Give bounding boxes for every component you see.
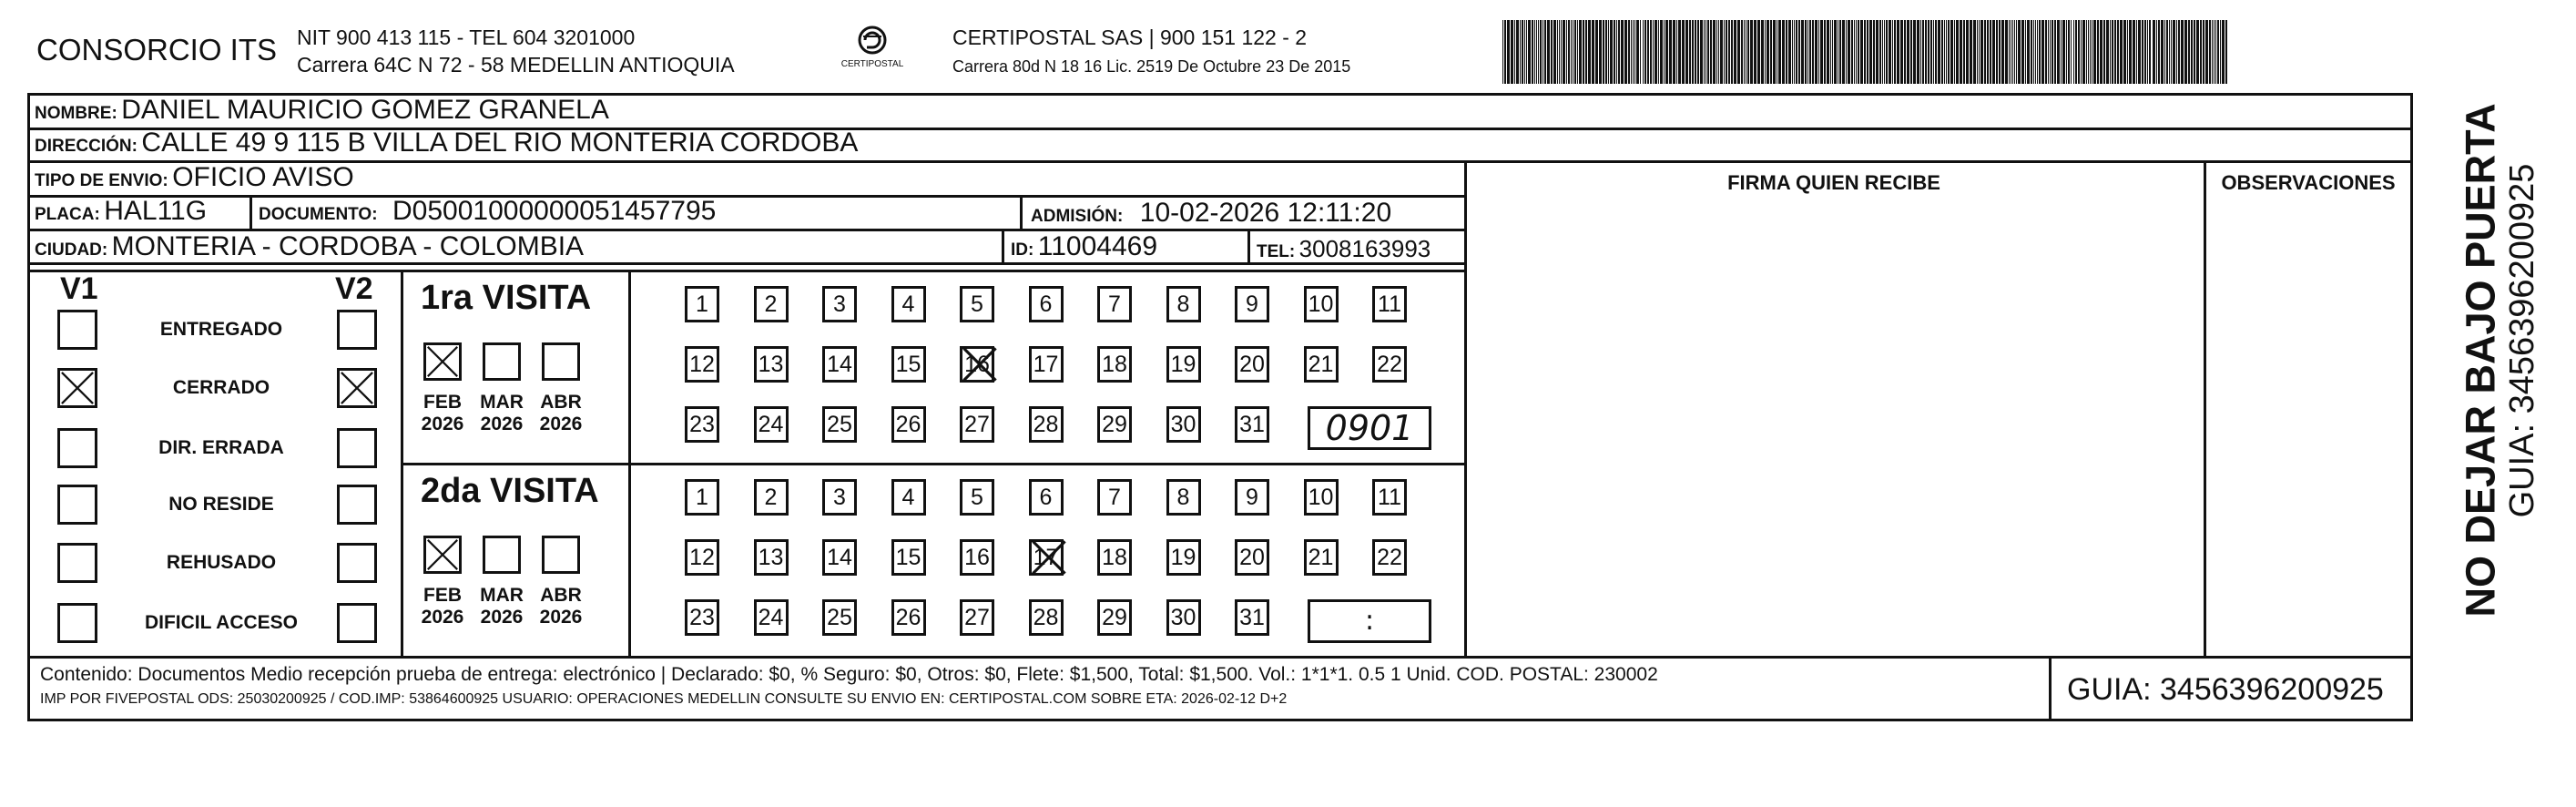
day-cell[interactable] xyxy=(891,406,926,443)
day-cell[interactable] xyxy=(1029,286,1064,322)
day-number: 6 xyxy=(1039,291,1053,317)
admision-label: ADMISIÓN: xyxy=(1031,207,1124,226)
day-number: 7 xyxy=(1108,485,1121,510)
visit-title: 1ra VISITA xyxy=(421,279,592,317)
day-cell[interactable] xyxy=(1235,406,1269,443)
month-checkbox[interactable] xyxy=(423,536,462,574)
day-number: 8 xyxy=(1176,291,1190,317)
month-year: 2026 xyxy=(539,607,583,628)
day-cell[interactable] xyxy=(891,346,926,383)
day-cell[interactable] xyxy=(1304,539,1339,576)
day-number: 19 xyxy=(1170,545,1196,570)
day-cell[interactable] xyxy=(960,406,994,443)
month-checkbox[interactable] xyxy=(423,342,462,381)
day-cell[interactable] xyxy=(1097,599,1132,636)
day-number: 3 xyxy=(833,485,846,510)
v2-checkbox[interactable] xyxy=(337,543,377,583)
placa-label: PLACA: xyxy=(35,205,100,224)
day-cell[interactable] xyxy=(822,479,857,516)
day-cell[interactable] xyxy=(1304,479,1339,516)
day-number: 12 xyxy=(689,545,715,570)
status-label: CERRADO xyxy=(172,377,270,398)
day-number: 7 xyxy=(1108,291,1121,317)
day-cell[interactable] xyxy=(960,539,994,576)
observaciones-header: OBSERVACIONES xyxy=(2221,171,2396,194)
day-cell[interactable] xyxy=(685,286,719,322)
visit-title: 2da VISITA xyxy=(421,472,599,510)
day-number: 30 xyxy=(1170,605,1196,630)
month-name: MAR xyxy=(480,392,524,413)
nombre-label: NOMBRE: xyxy=(35,104,117,123)
v2-checkbox[interactable] xyxy=(337,428,377,468)
day-cell[interactable] xyxy=(1166,599,1201,636)
day-cell[interactable] xyxy=(822,599,857,636)
day-number: 22 xyxy=(1377,352,1402,377)
day-cell[interactable] xyxy=(685,539,719,576)
day-cell[interactable] xyxy=(822,346,857,383)
day-number: 4 xyxy=(901,485,915,510)
day-cell[interactable] xyxy=(1235,539,1269,576)
day-cell[interactable] xyxy=(1372,479,1407,516)
day-number: 27 xyxy=(964,412,990,437)
month-year: 2026 xyxy=(421,414,464,435)
documento-label: DOCUMENTO: xyxy=(259,205,378,224)
day-cell[interactable] xyxy=(685,599,719,636)
month-label xyxy=(474,585,529,628)
company-address: Carrera 64C N 72 - 58 MEDELLIN ANTIOQUIA xyxy=(297,53,735,77)
direccion-label: DIRECCIÓN: xyxy=(35,137,137,156)
no-dejar-bajo-puerta: NO DEJAR BAJO PUERTA xyxy=(2457,103,2504,618)
day-number: 1 xyxy=(696,485,708,510)
admision-row xyxy=(1031,199,1391,227)
day-number: 16 xyxy=(964,545,990,570)
day-number: 13 xyxy=(758,352,784,377)
documento-value: D05001000000051457795 xyxy=(392,196,717,226)
day-number: 31 xyxy=(1239,605,1265,630)
month-name: ABR xyxy=(540,392,582,413)
day-number: 20 xyxy=(1239,352,1265,377)
day-cell[interactable] xyxy=(960,346,994,383)
status-label: REHUSADO xyxy=(166,552,277,573)
day-number: 2 xyxy=(764,291,778,317)
day-cell[interactable] xyxy=(1166,346,1201,383)
day-cell[interactable] xyxy=(891,286,926,322)
v1-checkbox[interactable] xyxy=(57,485,97,525)
day-cell[interactable] xyxy=(1097,406,1132,443)
tel-row xyxy=(1257,237,1431,260)
day-cell[interactable] xyxy=(1097,479,1132,516)
day-cell[interactable] xyxy=(1372,539,1407,576)
day-number: 18 xyxy=(1102,352,1127,377)
day-number: 31 xyxy=(1239,412,1265,437)
day-cell[interactable] xyxy=(1235,346,1269,383)
day-number: 1 xyxy=(696,291,708,317)
day-number: 30 xyxy=(1170,412,1196,437)
status-label: DIR. ERRADA xyxy=(158,437,284,458)
month-label xyxy=(534,392,588,435)
day-number: 15 xyxy=(895,352,921,377)
day-number: 3 xyxy=(833,291,846,317)
status-label: ENTREGADO xyxy=(159,319,283,340)
side-text xyxy=(2404,103,2541,633)
day-cell[interactable] xyxy=(891,539,926,576)
tipo-envio-row xyxy=(35,164,354,191)
day-cell[interactable] xyxy=(1097,539,1132,576)
month-year: 2026 xyxy=(480,607,524,628)
status-label: NO RESIDE xyxy=(168,494,274,515)
day-cell[interactable] xyxy=(1029,539,1064,576)
month-label xyxy=(534,585,588,628)
day-number: 9 xyxy=(1246,291,1258,317)
day-cell[interactable] xyxy=(1029,479,1064,516)
company-name: CONSORCIO ITS xyxy=(36,33,278,66)
v2-checkbox[interactable] xyxy=(337,368,377,408)
day-number: 25 xyxy=(827,412,852,437)
day-cell[interactable] xyxy=(1235,286,1269,322)
day-cell[interactable] xyxy=(1166,479,1201,516)
day-number: 6 xyxy=(1039,485,1053,510)
day-number: 5 xyxy=(971,291,983,317)
month-year: 2026 xyxy=(539,414,583,435)
day-cell[interactable] xyxy=(1372,346,1407,383)
day-number: 25 xyxy=(827,605,852,630)
day-number: 2 xyxy=(764,485,778,510)
day-number: 18 xyxy=(1102,545,1127,570)
day-number: 29 xyxy=(1102,605,1127,630)
day-number: 10 xyxy=(1308,291,1334,317)
v1-checkbox[interactable] xyxy=(57,428,97,468)
day-number: 9 xyxy=(1246,485,1258,510)
day-cell[interactable] xyxy=(754,406,789,443)
tipo-envio-value: OFICIO AVISO xyxy=(172,162,354,192)
direccion-value: CALLE 49 9 115 B VILLA DEL RIO MONTERIA CORDOBA xyxy=(141,128,859,158)
day-number: 26 xyxy=(895,605,921,630)
day-mark-icon xyxy=(1029,537,1069,577)
day-number: 24 xyxy=(758,412,784,437)
v1-checkbox[interactable] xyxy=(57,543,97,583)
day-cell[interactable] xyxy=(1304,346,1339,383)
x-mark-icon xyxy=(426,538,459,571)
logo-text: CERTIPOSTAL xyxy=(840,59,904,69)
v1-checkbox[interactable] xyxy=(57,310,97,350)
day-number: 5 xyxy=(971,485,983,510)
company-nit: NIT 900 413 115 - TEL 604 3201000 xyxy=(297,26,636,49)
month-checkbox[interactable] xyxy=(542,342,580,381)
day-number: 21 xyxy=(1308,545,1334,570)
direccion-row xyxy=(35,129,858,157)
tel-value: 3008163993 xyxy=(1298,235,1431,262)
day-number: 11 xyxy=(1378,485,1401,510)
v1-checkbox[interactable] xyxy=(57,603,97,643)
day-number: 28 xyxy=(1033,412,1059,437)
time-field[interactable]: 0901 xyxy=(1308,406,1431,450)
day-number: 14 xyxy=(827,545,852,570)
day-number: 15 xyxy=(895,545,921,570)
day-cell[interactable] xyxy=(1097,346,1132,383)
certipostal-logo xyxy=(836,24,909,80)
day-cell[interactable] xyxy=(960,479,994,516)
day-cell[interactable] xyxy=(685,406,719,443)
footer-guia: GUIA: 3456396200925 xyxy=(2067,672,2384,707)
day-cell[interactable] xyxy=(960,599,994,636)
tipo-envio-label: TIPO DE ENVIO: xyxy=(35,171,168,190)
day-cell[interactable] xyxy=(1029,406,1064,443)
certipostal-address: Carrera 80d N 18 16 Lic. 2519 De Octubre 23 De 2015 xyxy=(952,57,1351,76)
month-name: MAR xyxy=(480,585,524,606)
ciudad-value: MONTERIA - CORDOBA - COLOMBIA xyxy=(111,231,585,261)
month-name: FEB xyxy=(423,585,462,606)
day-cell[interactable] xyxy=(754,539,789,576)
footer-contenido: Contenido: Documentos Medio recepción prueba de entrega: electrónico | Declarado: $0, % Seguro: $0, Otros: $0, Flete: $1,500, Total: $1,500. Vol.: 1*1*1. 0.5 1 Unid. COD. POSTAL: 230002 xyxy=(40,664,1658,685)
certipostal-line: CERTIPOSTAL SAS | 900 151 122 - 2 xyxy=(952,26,1308,49)
documento-row xyxy=(259,198,716,225)
day-cell[interactable] xyxy=(891,599,926,636)
day-number: 4 xyxy=(901,291,915,317)
id-value: 11004469 xyxy=(1037,231,1158,261)
barcode xyxy=(1502,20,2231,84)
day-cell[interactable] xyxy=(754,599,789,636)
v1-checkbox[interactable] xyxy=(57,368,97,408)
day-number: 17 xyxy=(1033,545,1059,570)
firma-header: FIRMA QUIEN RECIBE xyxy=(1727,171,1940,194)
day-number: 16 xyxy=(964,352,990,377)
month-checkbox[interactable] xyxy=(542,536,580,574)
day-cell[interactable] xyxy=(1029,346,1064,383)
placa-row xyxy=(35,198,207,225)
day-number: 23 xyxy=(689,412,715,437)
day-cell[interactable] xyxy=(1372,286,1407,322)
day-cell[interactable] xyxy=(822,539,857,576)
day-mark-icon xyxy=(960,344,1000,384)
day-cell[interactable] xyxy=(1166,406,1201,443)
month-label xyxy=(415,392,470,435)
month-checkbox[interactable] xyxy=(483,536,521,574)
firma-area[interactable] xyxy=(1468,197,2202,654)
day-number: 23 xyxy=(689,605,715,630)
status-label: DIFICIL ACCESO xyxy=(144,612,298,633)
footer-imp-line: IMP POR FIVEPOSTAL ODS: 25030200925 / COD.IMP: 53864600925 USUARIO: OPERACIONES MEDELLIN CONSULTE SU ENVIO EN: CERTIPOSTAL.COM SOBRE ETA: 2026-02-12 D+2 xyxy=(40,691,1288,707)
barcode-icon xyxy=(1502,20,2231,84)
v2-header: V2 xyxy=(335,271,373,306)
day-cell[interactable] xyxy=(822,286,857,322)
month-label xyxy=(415,585,470,628)
day-cell[interactable] xyxy=(754,479,789,516)
day-number: 12 xyxy=(689,352,715,377)
day-number: 26 xyxy=(895,412,921,437)
day-number: 13 xyxy=(758,545,784,570)
v2-checkbox[interactable] xyxy=(337,310,377,350)
month-label xyxy=(474,392,529,435)
day-cell[interactable] xyxy=(754,286,789,322)
ciudad-row xyxy=(35,233,584,260)
id-label: ID: xyxy=(1011,240,1034,260)
day-number: 11 xyxy=(1378,291,1401,317)
placa-value: HAL11G xyxy=(104,196,208,226)
admision-value: 10-02-2026 12:11:20 xyxy=(1139,198,1392,228)
day-cell[interactable] xyxy=(1166,539,1201,576)
observaciones-area[interactable] xyxy=(2207,197,2409,654)
day-cell[interactable] xyxy=(1235,479,1269,516)
day-cell[interactable] xyxy=(1304,286,1339,322)
day-number: 27 xyxy=(964,605,990,630)
day-number: 22 xyxy=(1377,545,1402,570)
month-name: ABR xyxy=(540,585,582,606)
month-checkbox[interactable] xyxy=(483,342,521,381)
day-cell[interactable] xyxy=(822,406,857,443)
id-row xyxy=(1011,233,1157,260)
x-mark-icon xyxy=(426,345,459,378)
day-cell[interactable] xyxy=(1097,286,1132,322)
v2-checkbox[interactable] xyxy=(337,603,377,643)
x-mark-icon xyxy=(340,371,374,405)
x-mark-icon xyxy=(60,371,95,405)
time-field[interactable]: : xyxy=(1308,599,1431,643)
nombre-row xyxy=(35,97,609,124)
day-number: 19 xyxy=(1170,352,1196,377)
day-cell[interactable] xyxy=(960,286,994,322)
day-number: 14 xyxy=(827,352,852,377)
day-cell[interactable] xyxy=(1235,599,1269,636)
day-number: 24 xyxy=(758,605,784,630)
nombre-value: DANIEL MAURICIO GOMEZ GRANELA xyxy=(121,95,609,125)
day-number: 10 xyxy=(1308,485,1334,510)
day-cell[interactable] xyxy=(891,479,926,516)
v2-checkbox[interactable] xyxy=(337,485,377,525)
day-number: 8 xyxy=(1176,485,1190,510)
tel-label: TEL: xyxy=(1257,242,1296,261)
side-guia: GUIA: 3456396200925 xyxy=(2503,163,2541,518)
day-number: 17 xyxy=(1033,352,1059,377)
day-cell[interactable] xyxy=(1029,599,1064,636)
day-cell[interactable] xyxy=(754,346,789,383)
day-number: 21 xyxy=(1308,352,1334,377)
day-number: 28 xyxy=(1033,605,1059,630)
day-cell[interactable] xyxy=(685,479,719,516)
v1-header: V1 xyxy=(60,271,98,306)
month-name: FEB xyxy=(423,392,462,413)
day-cell[interactable] xyxy=(1166,286,1201,322)
month-year: 2026 xyxy=(421,607,464,628)
certipostal-logo-icon xyxy=(836,24,909,80)
day-number: 29 xyxy=(1102,412,1127,437)
day-number: 20 xyxy=(1239,545,1265,570)
day-cell[interactable] xyxy=(685,346,719,383)
ciudad-label: CIUDAD: xyxy=(35,240,108,260)
month-year: 2026 xyxy=(480,414,524,435)
